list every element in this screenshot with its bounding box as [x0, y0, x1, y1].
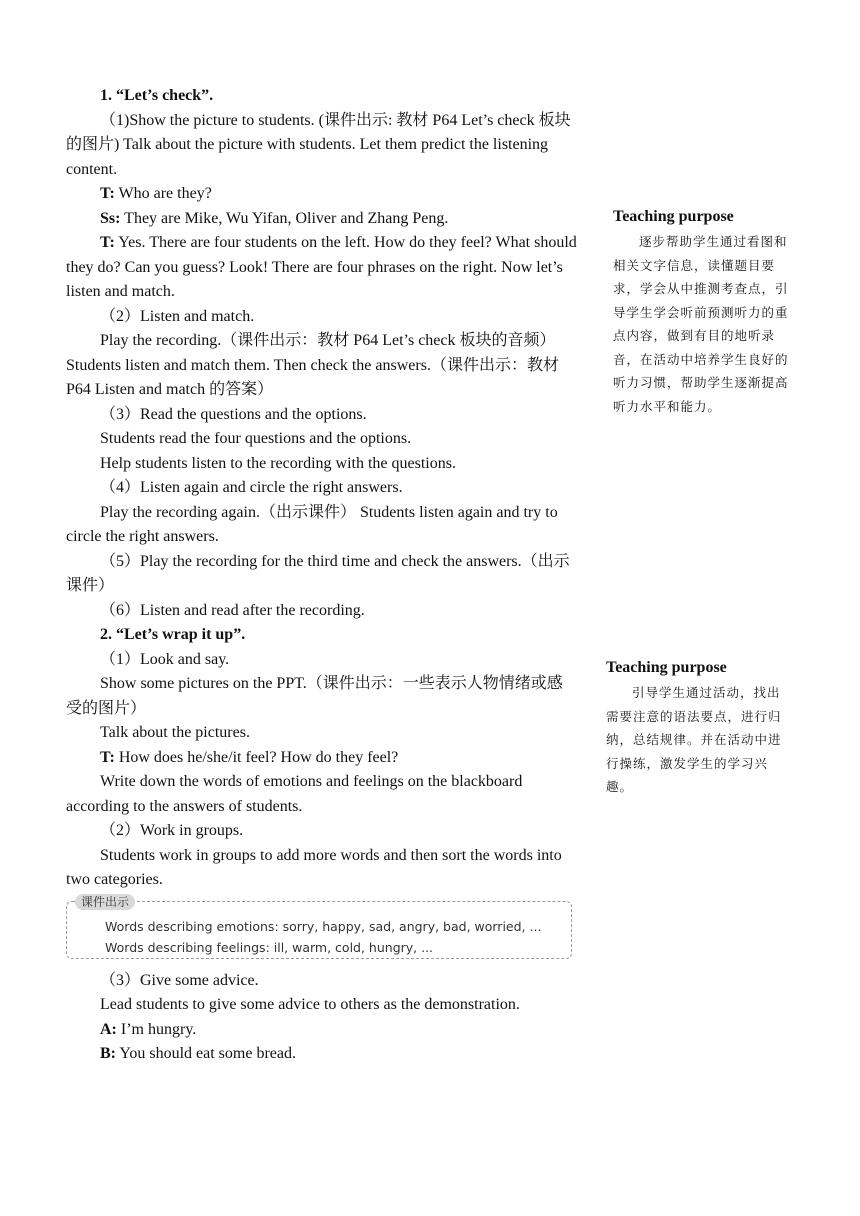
step-paragraph: Show some pictures on the PPT.（课件出示：一些表示人物情绪或感受的图片） — [66, 675, 563, 717]
step-heading: （2）Work in groups. — [100, 822, 244, 839]
step-heading: （1）Look and say. — [100, 650, 230, 668]
speaker-label: Ss: — [100, 209, 121, 227]
step-heading: （3）Read the questions and the options. — [100, 405, 367, 423]
dialogue-line — [66, 207, 578, 232]
dialogue-text: Yes. There are four students on the left. How do they feel? What should they do? Can you guess? Look! There are four phrases on the right. Now let’s listen and match. — [66, 234, 577, 300]
speaker-label: T: — [100, 748, 115, 766]
step-heading: （2）Listen and match. — [100, 307, 255, 325]
dialogue-text: They are Mike, Wu Yifan, Oliver and Zhang Peng. — [120, 209, 449, 227]
step-paragraph: Students read the four questions and the options. — [100, 430, 412, 447]
dialogue-text: Who are they? — [114, 185, 212, 202]
step-paragraph: Play the recording again.（出示课件） Students listen again and try to circle the right answers. — [66, 503, 558, 545]
speaker-label: T: — [100, 185, 115, 202]
dialogue-text: How does he/she/it feel? How do they feel? — [114, 748, 399, 766]
section1-title: 1. “Let’s check”. — [100, 87, 214, 104]
dialogue-line — [66, 231, 578, 305]
note-text: 逐步帮助学生通过看图和相关文字信息，读懂题目要求，学会从中推测考查点，引导学生学会听前预测听力的重点内容，做到有目的地听录音，在活动中培养学生良好的听力习惯，帮助学生逐渐提高听力水平和能力。 — [613, 234, 789, 414]
step-heading: （5）Play the recording for the third time and check the answers.（出示课件） — [66, 552, 570, 594]
step-heading: （6）Listen and read after the recording. — [100, 601, 365, 619]
speaker-label: B: — [100, 1045, 116, 1062]
step-heading: （4）Listen again and circle the right answers. — [100, 479, 403, 496]
step-paragraph: Write down the words of emotions and feelings on the blackboard according to the answers of students. — [66, 773, 523, 815]
section2-title: 2. “Let’s wrap it up”. — [100, 626, 246, 643]
courseware-box — [66, 894, 572, 959]
dialogue-line — [66, 746, 578, 771]
feeling-words: Words describing feelings: ill, warm, cold, hungry, ... — [105, 939, 434, 955]
step-paragraph: Lead students to give some advice to others as the demonstration. — [100, 996, 520, 1013]
dialogue-line — [66, 1042, 578, 1067]
teaching-purpose-note-1 — [613, 208, 795, 418]
step1-paragraph: （1)Show the picture to students. (课件出示: 教材 P64 Let’s check 板块的图片) Talk about the picture with students. Let them predict the listening content. — [66, 111, 571, 178]
dialogue-line — [66, 182, 578, 207]
teaching-purpose-note-2 — [606, 659, 788, 799]
step-paragraph: Students work in groups to add more words and then sort the words into two categories. — [66, 846, 562, 888]
courseware-tag: 课件出示 — [75, 894, 135, 910]
step-paragraph: Play the recording.（课件出示：教材 P64 Let’s check 板块的音频）Students listen and match them. Then check the answers.（课件出示：教材 P64 Listen and match 的答案） — [66, 332, 559, 398]
speaker-label: T: — [100, 234, 115, 251]
note-title: Teaching purpose — [606, 659, 727, 676]
lesson-body — [66, 84, 578, 1067]
dialogue-line — [66, 1018, 578, 1043]
dialogue-text: I’m hungry. — [116, 1020, 197, 1038]
emotion-words: Words describing emotions: sorry, happy, sad, angry, bad, worried, ... — [105, 918, 542, 934]
speaker-label: A: — [100, 1020, 117, 1038]
step-paragraph: Talk about the pictures. — [100, 724, 250, 741]
dialogue-text: You should eat some bread. — [116, 1045, 296, 1062]
note-text: 引导学生通过活动，找出需要注意的语法要点，进行归纳，总结规律。并在活动中进行操练，激发学生的学习兴趣。 — [606, 685, 782, 794]
step-heading: （3）Give some advice. — [100, 971, 259, 989]
step-paragraph: Help students listen to the recording with the questions. — [100, 454, 456, 472]
note-title: Teaching purpose — [613, 208, 734, 225]
